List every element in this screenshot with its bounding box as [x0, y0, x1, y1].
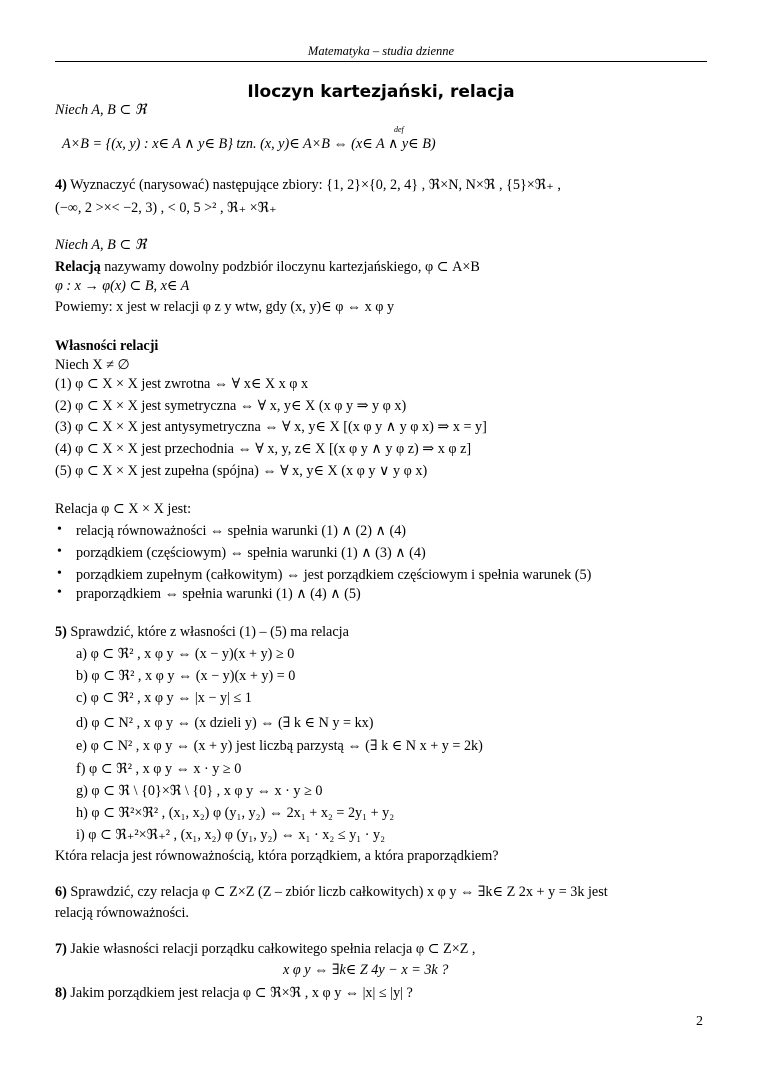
property-2: (2) φ ⊂ X × X jest symetryczna ⇔ ∀ x, y∈ X (x φ y ⇒ y φ x): [55, 398, 407, 414]
exercise-8-number: 8): [55, 985, 67, 1001]
bullet-preorder: praporządkiem ⇔ spełnia warunki (1) ∧ (4) ∧ (5): [76, 586, 361, 602]
exercise-4-line2: (−∞, 2 >×< −2, 3) , < 0, 5 >² , ℜ₊ ×ℜ₊: [55, 200, 277, 216]
cartesian-definition: A×B = {(x, y) : x∈ A ∧ y∈ B} tzn. (x, y)∈ A×B ⇔ (x∈ A ∧ y∈ B): [62, 136, 436, 152]
relation-definition: [55, 258, 480, 276]
exercise-7: [55, 940, 475, 958]
exercise-4: [55, 176, 561, 194]
exercise-5d: d) φ ⊂ N² , x φ y ⇔ (x dzieli y) ⇔ (∃ k ∈ N y = kx): [76, 715, 374, 731]
bullet-3: •: [57, 566, 62, 581]
property-3: (3) φ ⊂ X × X jest antysymetryczna ⇔ ∀ x, y∈ X [(x φ y ∧ y φ x) ⇒ x = y]: [55, 419, 487, 435]
exercise-5i: i) φ ⊂ ℜ₊²×ℜ₊² , (x₁, x₂) φ (y₁, y₂) ⇔ x₁ · x₂ ≤ y₁ · y₂: [76, 827, 386, 843]
property-1: (1) φ ⊂ X × X jest zwrotna ⇔ ∀ x∈ X x φ x: [55, 376, 309, 392]
line-niech-2: Niech A, B ⊂ ℜ: [55, 237, 147, 253]
exercise-5-text: Sprawdzić, które z własności (1) – (5) ma relacja: [66, 624, 349, 640]
exercise-6-line2: relacją równoważności.: [55, 905, 189, 921]
exercise-8: [55, 984, 413, 1002]
exercise-5: [55, 623, 349, 641]
exercise-7-text: Jakie własności relacji porządku całkowitego spełnia relacja φ ⊂ Z×Z ,: [66, 941, 476, 957]
exercise-5f: f) φ ⊂ ℜ² , x φ y ⇔ x · y ≥ 0: [76, 761, 242, 777]
bullet-equivalence: relacją równoważności ⇔ spełnia warunki (1) ∧ (2) ∧ (4): [76, 523, 407, 539]
bullet-1: •: [57, 522, 62, 537]
exercise-5b: b) φ ⊂ ℜ² , x φ y ⇔ (x − y)(x + y) = 0: [76, 668, 296, 684]
exercise-7-number: 7): [55, 941, 67, 957]
properties-heading: [55, 337, 158, 355]
exercise-5-question: Która relacja jest równoważnością, która porządkiem, a która praporządkiem?: [55, 848, 499, 864]
exercise-4-number: 4): [55, 177, 67, 193]
line-niech-1: Niech A, B ⊂ ℜ: [55, 102, 147, 118]
relation-notation: Powiemy: x jest w relacji φ z y wtw, gdy (x, y)∈ φ ⇔ x φ y: [55, 299, 395, 315]
def-label: def: [394, 125, 404, 134]
property-5: (5) φ ⊂ X × X jest zupełna (spójna) ⇔ ∀ x, y∈ X (x φ y ∨ y φ x): [55, 463, 428, 479]
exercise-5a: a) φ ⊂ ℜ² , x φ y ⇔ (x − y)(x + y) ≥ 0: [76, 646, 295, 662]
page-title: Iloczyn kartezjański, relacja: [247, 82, 515, 102]
running-header: Matematyka – studia dzienne: [307, 44, 455, 58]
exercise-5c: c) φ ⊂ ℜ² , x φ y ⇔ |x − y| ≤ 1: [76, 690, 252, 706]
relation-definition-text: nazywamy dowolny podzbiór iloczynu kartezjańskiego, φ ⊂ A×B: [100, 259, 480, 275]
relation-is: Relacja φ ⊂ X × X jest:: [55, 501, 192, 517]
relation-term: Relacją: [55, 259, 101, 275]
line-niech-x: Niech X ≠ ∅: [55, 357, 130, 373]
page-number: 2: [696, 1014, 703, 1029]
exercise-6-number: 6): [55, 884, 67, 900]
bullet-4: •: [57, 585, 62, 600]
bullet-partial-order: porządkiem (częściowym) ⇔ spełnia warunki (1) ∧ (3) ∧ (4): [76, 545, 426, 561]
exercise-7-formula: x φ y ⇔ ∃k∈ Z 4y − x = 3k ?: [283, 962, 449, 978]
property-4: (4) φ ⊂ X × X jest przechodnia ⇔ ∀ x, y, z∈ X [(x φ y ∧ y φ z) ⇒ x φ z]: [55, 441, 472, 457]
exercise-6: [55, 883, 608, 901]
properties-heading-text: Własności relacji: [55, 338, 159, 354]
exercise-5e: e) φ ⊂ N² , x φ y ⇔ (x + y) jest liczbą parzystą ⇔ (∃ k ∈ N x + y = 2k): [76, 738, 483, 754]
exercise-5h: h) φ ⊂ ℜ²×ℜ² , (x₁, x₂) φ (y₁, y₂) ⇔ 2x₁ + x₂ = 2y₁ + y₂: [76, 805, 395, 821]
exercise-5g: g) φ ⊂ ℜ \ {0}×ℜ \ {0} , x φ y ⇔ x · y ≥ 0: [76, 783, 323, 799]
exercise-4-text: Wyznaczyć (narysować) następujące zbiory: {1, 2}×{0, 2, 4} , ℜ×N, N×ℜ , {5}×ℜ₊ ,: [66, 177, 561, 193]
header-rule: [55, 61, 707, 62]
exercise-5-number: 5): [55, 624, 67, 640]
bullet-total-order: porządkiem zupełnym (całkowitym) ⇔ jest porządkiem częściowym i spełnia warunek (5): [76, 567, 592, 583]
bullet-2: •: [57, 544, 62, 559]
relation-mapping: φ : x → φ(x) ⊂ B, x∈ A: [55, 278, 190, 294]
exercise-8-text: Jakim porządkiem jest relacja φ ⊂ ℜ×ℜ , x φ y ⇔ |x| ≤ |y| ?: [66, 985, 413, 1001]
exercise-6-text: Sprawdzić, czy relacja φ ⊂ Z×Z (Z – zbiór liczb całkowitych) x φ y ⇔ ∃k∈ Z 2x + y = 3k jest: [66, 884, 608, 900]
